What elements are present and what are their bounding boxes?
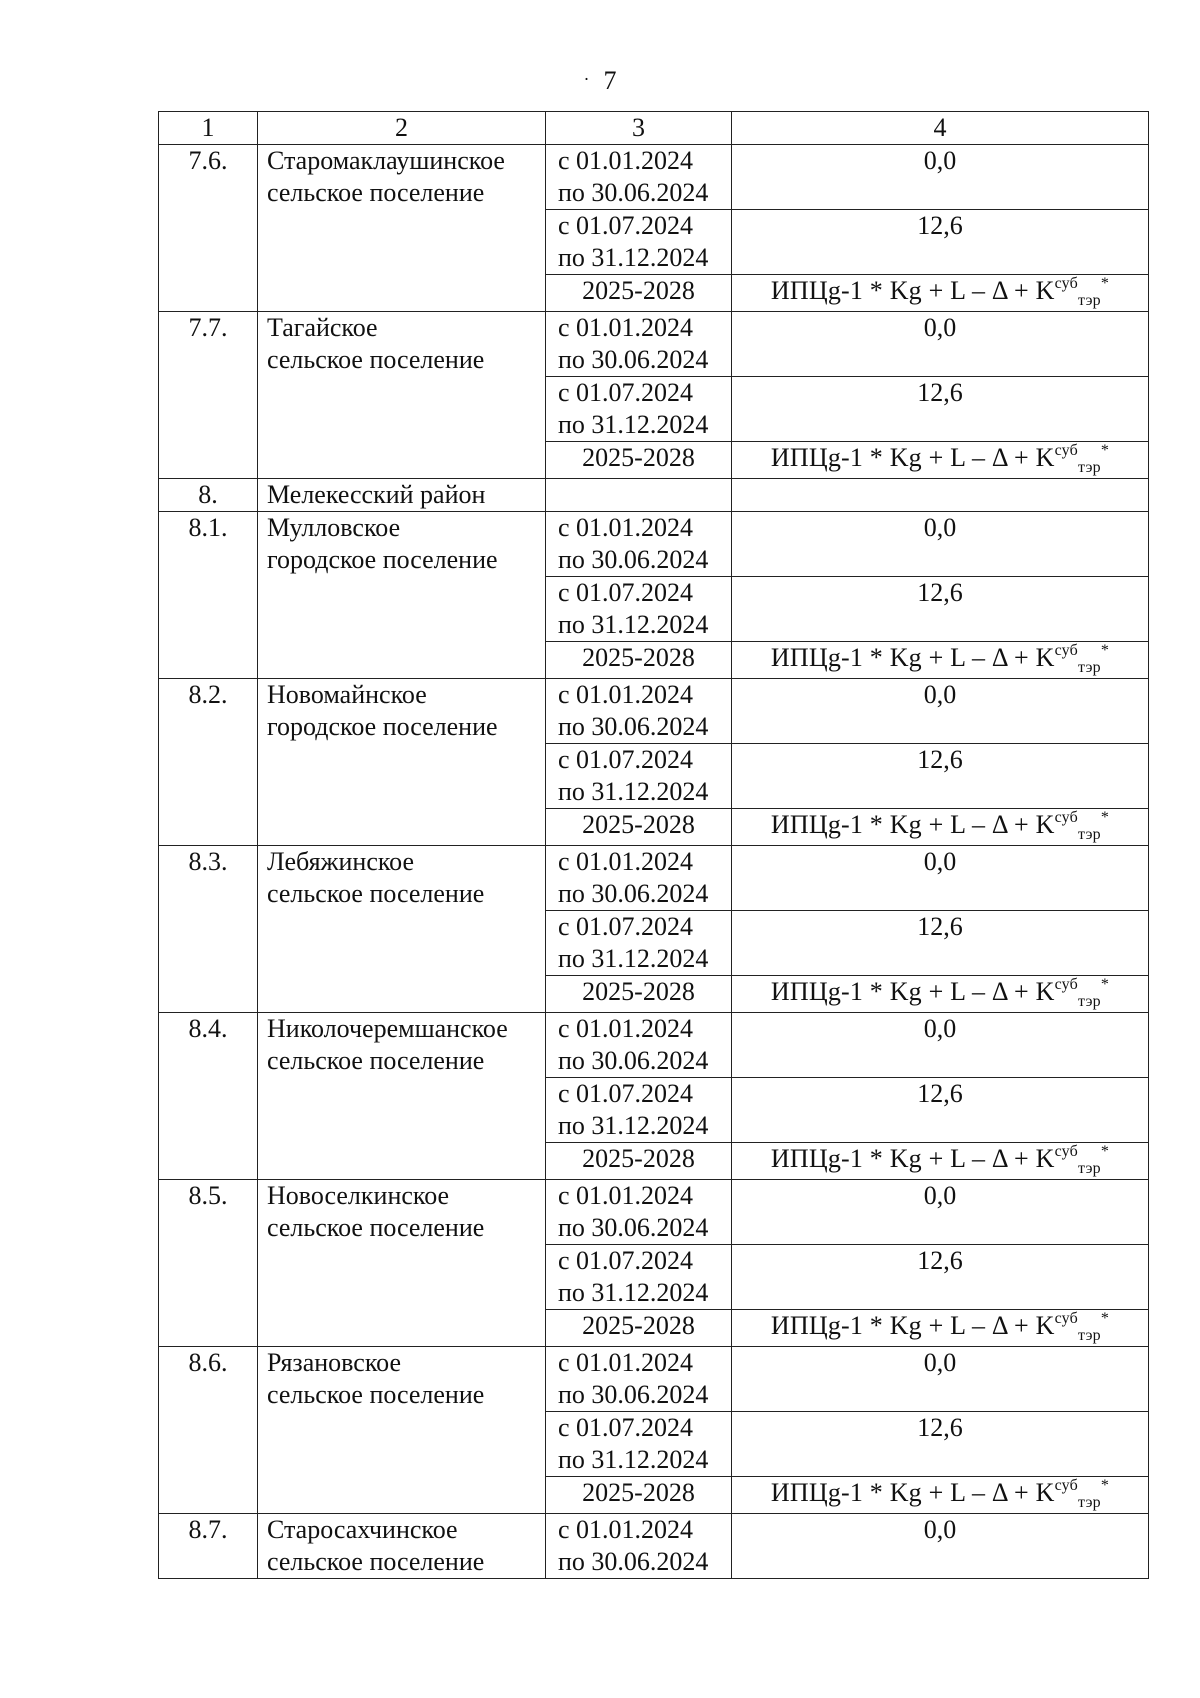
formula-tail: * xyxy=(1100,976,1110,993)
period-to: по 30.06.2024 xyxy=(558,1547,709,1576)
period-to: по 31.12.2024 xyxy=(558,944,709,973)
formula-cell xyxy=(732,1143,1149,1180)
value-cell: 0,0 xyxy=(732,312,1149,377)
value-cell: 0,0 xyxy=(732,512,1149,577)
row-name-line: городское поселение xyxy=(267,545,498,574)
formula-main: ИПЦg-1 * Kg + L – Δ + K xyxy=(770,1478,1055,1507)
formula-tail: * xyxy=(1100,642,1110,659)
table-row xyxy=(159,512,1149,577)
row-name-line: Мулловское xyxy=(267,513,401,542)
row-name-cell xyxy=(258,145,546,312)
period-to: по 30.06.2024 xyxy=(558,178,709,207)
empty-value-cell xyxy=(732,479,1149,512)
period-cell xyxy=(546,512,732,577)
table-header-row xyxy=(159,112,1149,145)
period-from: с 01.07.2024 xyxy=(558,1246,694,1275)
row-number-cell: 7.6. xyxy=(159,145,258,312)
period-from: с 01.01.2024 xyxy=(558,146,694,175)
formula-subscript: тэр xyxy=(1078,1327,1101,1344)
period-from: с 01.01.2024 xyxy=(558,1181,694,1210)
period-to: по 30.06.2024 xyxy=(558,1046,709,1075)
formula-tail: * xyxy=(1100,1477,1110,1494)
table-row xyxy=(159,1347,1149,1412)
period-from: с 01.07.2024 xyxy=(558,1079,694,1108)
row-number-cell: 8.7. xyxy=(159,1514,258,1579)
period-cell xyxy=(546,1180,732,1245)
tariff-table xyxy=(158,111,1149,1579)
header-cell: 3 xyxy=(546,112,732,145)
period-cell xyxy=(546,377,732,442)
period-from: с 01.01.2024 xyxy=(558,680,694,709)
row-name-line: сельское поселение xyxy=(267,1213,485,1242)
value-cell: 12,6 xyxy=(732,1245,1149,1310)
row-number-cell: 8.1. xyxy=(159,512,258,679)
table-row xyxy=(159,312,1149,377)
formula-main: ИПЦg-1 * Kg + L – Δ + K xyxy=(770,1311,1055,1340)
section-row xyxy=(159,479,1149,512)
row-name-line: Рязановское xyxy=(267,1348,401,1377)
value-cell: 0,0 xyxy=(732,1180,1149,1245)
table-row xyxy=(159,679,1149,744)
table-row xyxy=(159,1013,1149,1078)
value-cell: 0,0 xyxy=(732,846,1149,911)
period-cell xyxy=(546,679,732,744)
period-cell xyxy=(546,577,732,642)
period-years-cell: 2025-2028 xyxy=(546,275,732,312)
period-cell xyxy=(546,744,732,809)
period-to: по 30.06.2024 xyxy=(558,545,709,574)
period-cell xyxy=(546,210,732,275)
formula-superscript: суб xyxy=(1054,1143,1079,1160)
row-number-cell: 8.2. xyxy=(159,679,258,846)
table-row xyxy=(159,1514,1149,1579)
formula-cell xyxy=(732,642,1149,679)
value-cell: 12,6 xyxy=(732,911,1149,976)
formula-cell xyxy=(732,442,1149,479)
value-cell: 12,6 xyxy=(732,1078,1149,1143)
formula-subscript: тэр xyxy=(1078,1494,1101,1511)
row-name-line: сельское поселение xyxy=(267,345,485,374)
formula-tail: * xyxy=(1100,1310,1110,1327)
period-years-cell: 2025-2028 xyxy=(546,1143,732,1180)
row-number-cell: 8.5. xyxy=(159,1180,258,1347)
formula-superscript: суб xyxy=(1054,809,1079,826)
formula-cell xyxy=(732,976,1149,1013)
formula-superscript: суб xyxy=(1054,442,1079,459)
formula-subscript: тэр xyxy=(1078,1160,1101,1177)
formula-subscript: тэр xyxy=(1078,659,1101,676)
row-number-cell: 8.4. xyxy=(159,1013,258,1180)
value-cell: 0,0 xyxy=(732,1347,1149,1412)
period-years-cell: 2025-2028 xyxy=(546,1477,732,1514)
period-from: с 01.07.2024 xyxy=(558,578,694,607)
formula-tail: * xyxy=(1100,442,1110,459)
period-cell xyxy=(546,846,732,911)
value-cell: 12,6 xyxy=(732,210,1149,275)
row-name-cell xyxy=(258,479,546,512)
header-cell: 2 xyxy=(258,112,546,145)
value-cell: 12,6 xyxy=(732,577,1149,642)
period-from: с 01.07.2024 xyxy=(558,1413,694,1442)
empty-period-cell xyxy=(546,479,732,512)
period-years-cell: 2025-2028 xyxy=(546,642,732,679)
formula-tail: * xyxy=(1100,275,1110,292)
row-name-line: Лебяжинское xyxy=(267,847,415,876)
period-cell xyxy=(546,312,732,377)
formula-cell xyxy=(732,1310,1149,1347)
row-name-line: сельское поселение xyxy=(267,879,485,908)
row-name-cell xyxy=(258,1013,546,1180)
period-to: по 30.06.2024 xyxy=(558,1380,709,1409)
value-cell: 0,0 xyxy=(732,1013,1149,1078)
page-number xyxy=(0,66,1200,96)
formula-tail: * xyxy=(1100,1143,1110,1160)
row-name-line: Мелекесский район xyxy=(267,480,486,509)
row-name-line: Старомаклаушинское xyxy=(267,146,505,175)
row-name-cell xyxy=(258,312,546,479)
period-to: по 31.12.2024 xyxy=(558,243,709,272)
row-name-line: Новомайнское xyxy=(267,680,427,709)
row-number-cell: 8.6. xyxy=(159,1347,258,1514)
period-from: с 01.07.2024 xyxy=(558,912,694,941)
period-from: с 01.01.2024 xyxy=(558,1014,694,1043)
header-cell: 4 xyxy=(732,112,1149,145)
row-name-line: городское поселение xyxy=(267,712,498,741)
period-cell xyxy=(546,145,732,210)
formula-main: ИПЦg-1 * Kg + L – Δ + K xyxy=(770,1144,1055,1173)
period-from: с 01.07.2024 xyxy=(558,378,694,407)
formula-subscript: тэр xyxy=(1078,993,1101,1010)
row-name-line: Старосахчинское xyxy=(267,1515,458,1544)
row-name-cell xyxy=(258,1514,546,1579)
period-to: по 30.06.2024 xyxy=(558,345,709,374)
row-name-line: Новоселкинское xyxy=(267,1181,450,1210)
header-cell: 1 xyxy=(159,112,258,145)
period-to: по 31.12.2024 xyxy=(558,410,709,439)
period-years-cell: 2025-2028 xyxy=(546,976,732,1013)
period-from: с 01.01.2024 xyxy=(558,847,694,876)
formula-main: ИПЦg-1 * Kg + L – Δ + K xyxy=(770,810,1055,839)
formula-cell xyxy=(732,1477,1149,1514)
period-to: по 31.12.2024 xyxy=(558,1111,709,1140)
period-from: с 01.07.2024 xyxy=(558,745,694,774)
formula-main: ИПЦg-1 * Kg + L – Δ + K xyxy=(770,443,1055,472)
row-name-line: сельское поселение xyxy=(267,1547,485,1576)
row-name-line: сельское поселение xyxy=(267,178,485,207)
row-name-line: сельское поселение xyxy=(267,1046,485,1075)
period-from: с 01.01.2024 xyxy=(558,313,694,342)
period-cell xyxy=(546,1514,732,1579)
period-years-cell: 2025-2028 xyxy=(546,1310,732,1347)
period-to: по 31.12.2024 xyxy=(558,610,709,639)
table-row xyxy=(159,846,1149,911)
row-name-line: сельское поселение xyxy=(267,1380,485,1409)
value-cell: 0,0 xyxy=(732,679,1149,744)
period-from: с 01.01.2024 xyxy=(558,1515,694,1544)
row-name-cell xyxy=(258,512,546,679)
value-cell: 12,6 xyxy=(732,377,1149,442)
row-number-cell: 8.3. xyxy=(159,846,258,1013)
period-cell xyxy=(546,1412,732,1477)
period-from: с 01.01.2024 xyxy=(558,1348,694,1377)
row-name-cell xyxy=(258,1347,546,1514)
formula-main: ИПЦg-1 * Kg + L – Δ + K xyxy=(770,977,1055,1006)
period-cell xyxy=(546,1245,732,1310)
value-cell: 12,6 xyxy=(732,744,1149,809)
formula-superscript: суб xyxy=(1054,275,1079,292)
period-years-cell: 2025-2028 xyxy=(546,442,732,479)
value-cell: 0,0 xyxy=(732,1514,1149,1579)
row-name-line: Николочеремшанское xyxy=(267,1014,508,1043)
row-name-cell xyxy=(258,846,546,1013)
page-number-dot: · xyxy=(583,69,590,89)
period-to: по 31.12.2024 xyxy=(558,777,709,806)
value-cell: 0,0 xyxy=(732,145,1149,210)
period-cell xyxy=(546,911,732,976)
value-cell: 12,6 xyxy=(732,1412,1149,1477)
period-to: по 30.06.2024 xyxy=(558,712,709,741)
formula-superscript: суб xyxy=(1054,1310,1079,1327)
period-years-cell: 2025-2028 xyxy=(546,809,732,846)
row-name-cell xyxy=(258,1180,546,1347)
formula-superscript: суб xyxy=(1054,1477,1079,1494)
page-number-text: 7 xyxy=(603,66,617,95)
period-to: по 31.12.2024 xyxy=(558,1278,709,1307)
period-to: по 30.06.2024 xyxy=(558,879,709,908)
formula-main: ИПЦg-1 * Kg + L – Δ + K xyxy=(770,643,1055,672)
table-row xyxy=(159,1180,1149,1245)
formula-main: ИПЦg-1 * Kg + L – Δ + K xyxy=(770,276,1055,305)
formula-subscript: тэр xyxy=(1078,459,1101,476)
formula-cell xyxy=(732,275,1149,312)
formula-subscript: тэр xyxy=(1078,826,1101,843)
period-to: по 30.06.2024 xyxy=(558,1213,709,1242)
row-number-cell: 7.7. xyxy=(159,312,258,479)
table-row xyxy=(159,145,1149,210)
period-cell xyxy=(546,1078,732,1143)
row-number-cell: 8. xyxy=(159,479,258,512)
formula-superscript: суб xyxy=(1054,976,1079,993)
row-name-line: Тагайское xyxy=(267,313,378,342)
formula-subscript: тэр xyxy=(1078,292,1101,309)
formula-tail: * xyxy=(1100,809,1110,826)
period-from: с 01.07.2024 xyxy=(558,211,694,240)
formula-cell xyxy=(732,809,1149,846)
period-to: по 31.12.2024 xyxy=(558,1445,709,1474)
row-name-cell xyxy=(258,679,546,846)
formula-superscript: суб xyxy=(1054,642,1079,659)
period-from: с 01.01.2024 xyxy=(558,513,694,542)
tariff-table-body xyxy=(159,112,1149,1579)
period-cell xyxy=(546,1013,732,1078)
period-cell xyxy=(546,1347,732,1412)
